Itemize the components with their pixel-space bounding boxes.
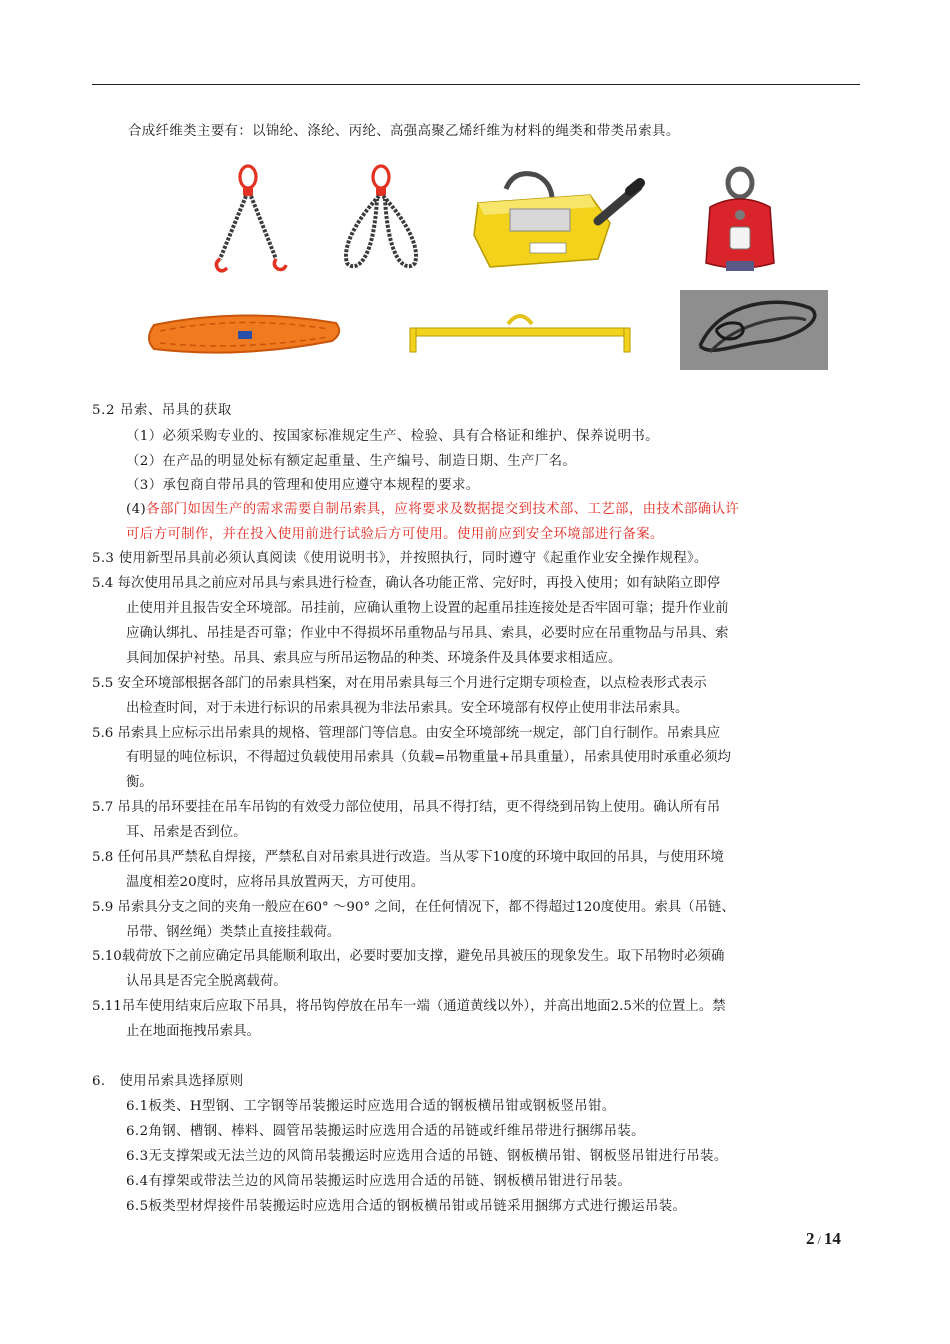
- plate-clamp-image: [700, 163, 780, 275]
- section-5-2-item-4-line-2: 可后方可制作，并在投入使用前进行试验后方可使用。使用前应到安全环境部进行备案。: [126, 527, 664, 542]
- section-5-2-item-4-line-1: [126, 500, 739, 520]
- section-5-9-line-1: 5.9 吊索具分支之间的夹角一般应在60° ～90° 之间，在任何情况下，都不得超过120度使用。索具（吊链、: [92, 900, 735, 915]
- section-5-4-line-2: 止使用并且报告安全环境部。吊挂前，应确认重物上设置的起重吊挂连接处是否牢固可靠；提升作业前: [126, 601, 729, 616]
- section-5-6-line-3: 衡。: [126, 775, 153, 790]
- section-5-7-line-1: 5.7 吊具的吊环要挂在吊车吊钩的有效受力部位使用，吊具不得打结，更不得绕到吊钩上使用。确认所有吊: [92, 800, 721, 815]
- section-5-4-line-4: 具间加保护衬垫。吊具、索具应与所吊运物品的种类、环境条件及具体要求相适应。: [126, 651, 622, 666]
- section-5-6-line-2: 有明显的吨位标识，不得超过负载使用吊索具（负载=吊物重量+吊具重量），吊索具使用时承重必须均: [126, 750, 731, 765]
- round-sling-image: [140, 303, 346, 361]
- section-5-2-heading: 5.2 吊索、吊具的获取: [92, 403, 232, 418]
- section-6-item-5: 6.5板类型材焊接件吊装搬运时应选用合适的钢板横吊钳或吊链采用捆绑方式进行搬运吊装。: [126, 1199, 687, 1214]
- wire-rope-sling-image: [680, 290, 828, 370]
- four-leg-chain-sling-image: [333, 163, 433, 275]
- section-5-2-item-1: （1）必须采购专业的、按国家标准规定生产、检验、具有合格证和维护、保养说明书。: [126, 429, 659, 444]
- magnetic-lifter-image: [470, 163, 648, 275]
- section-5-9-line-2: 吊带、钢丝绳）类禁止直接挂载荷。: [126, 925, 341, 940]
- section-5-4-line-3: 应确认绑扎、吊挂是否可靠；作业中不得损坏吊重物品与吊具、索具，必要时应在吊重物品与吊具、索: [126, 626, 729, 641]
- section-5-11-line-2: 止在地面拖拽吊索具。: [126, 1024, 260, 1039]
- section-5-3: 5.3 使用新型吊具前必须认真阅读《使用说明书》，并按照执行，同时遵守《起重作业安全操作规程》。: [92, 551, 708, 566]
- section-5-11-line-1: 5.11吊车使用结束后应取下吊具，将吊钩停放在吊车一端（通道黄线以外），并高出地面2.5米的位置上。禁: [92, 999, 726, 1014]
- section-5-5-line-1: 5.5 安全环境部根据各部门的吊索具档案，对在用吊索具每三个月进行定期专项检查，以点检表形式表示: [92, 676, 707, 691]
- section-6-heading: 6. 使用吊索具选择原则: [92, 1074, 244, 1089]
- section-5-10-line-2: 认吊具是否完全脱离载荷。: [126, 974, 287, 989]
- section-5-10-line-1: 5.10载荷放下之前应确定吊具能顺利取出，必要时要加支撑，避免吊具被压的现象发生。取下吊物时必须确: [92, 949, 725, 964]
- intro-text: 合成纤维类主要有：以锦纶、涤纶、丙纶、高强高聚乙烯纤维为材料的绳类和带类吊索具。: [128, 124, 680, 139]
- spreader-beam-image: [404, 306, 636, 356]
- section-5-2-item-4-red-text: 各部门如因生产的需求需要自制吊索具，应将要求及数据提交到技术部、工艺部，由技术部确认许: [146, 502, 740, 517]
- page-separator: /: [817, 1233, 821, 1247]
- page-total: 14: [823, 1229, 841, 1248]
- section-5-6-line-1: 5.6 吊索具上应标示出吊索具的规格、管理部门等信息。由安全环境部统一规定，部门自行制作。吊索具应: [92, 726, 721, 741]
- section-5-8-line-1: 5.8 任何吊具严禁私自焊接，严禁私自对吊索具进行改造。当从零下10度的环境中取回的吊具，与使用环境: [92, 850, 724, 865]
- two-leg-chain-sling-image: [196, 163, 304, 275]
- section-5-2-item-2: （2）在产品的明显处标有额定起重量、生产编号、制造日期、生产厂名。: [126, 454, 577, 469]
- header-rule: [92, 84, 860, 85]
- page-current: 2: [806, 1229, 815, 1248]
- section-5-5-line-2: 出检查时间，对于未进行标识的吊索具视为非法吊索具。安全环境部有权停止使用非法吊索具。: [126, 701, 689, 716]
- section-6-item-4: 6.4有撑架或带法兰边的风筒吊装搬运时应选用合适的吊链、钢板横吊钳进行吊装。: [126, 1174, 632, 1189]
- section-5-7-line-2: 耳、吊索是否到位。: [126, 825, 247, 840]
- section-5-2-item-4-prefix: (4): [126, 502, 147, 517]
- section-5-4-line-1: 5.4 每次使用吊具之前应对吊具与索具进行检查，确认各功能正常、完好时，再投入使用；如有缺陷立即停: [92, 576, 721, 591]
- section-6-item-2: 6.2角钢、槽钢、棒料、圆管吊装搬运时应选用合适的吊链或纤维吊带进行捆绑吊装。: [126, 1124, 645, 1139]
- section-5-2-item-3: （3）承包商自带吊具的管理和使用应遵守本规程的要求。: [126, 478, 480, 493]
- section-5-8-line-2: 温度相差20度时，应将吊具放置两天，方可使用。: [126, 875, 425, 890]
- section-6-item-1: 6.1板类、H型钢、工字钢等吊装搬运时应选用合适的钢板横吊钳或钢板竖吊钳。: [126, 1099, 616, 1114]
- section-6-item-3: 6.3无支撑架或无法兰边的风筒吊装搬运时应选用合适的吊链、钢板横吊钳、钢板竖吊钳进行吊装。: [126, 1149, 728, 1164]
- page-number: [806, 1229, 841, 1249]
